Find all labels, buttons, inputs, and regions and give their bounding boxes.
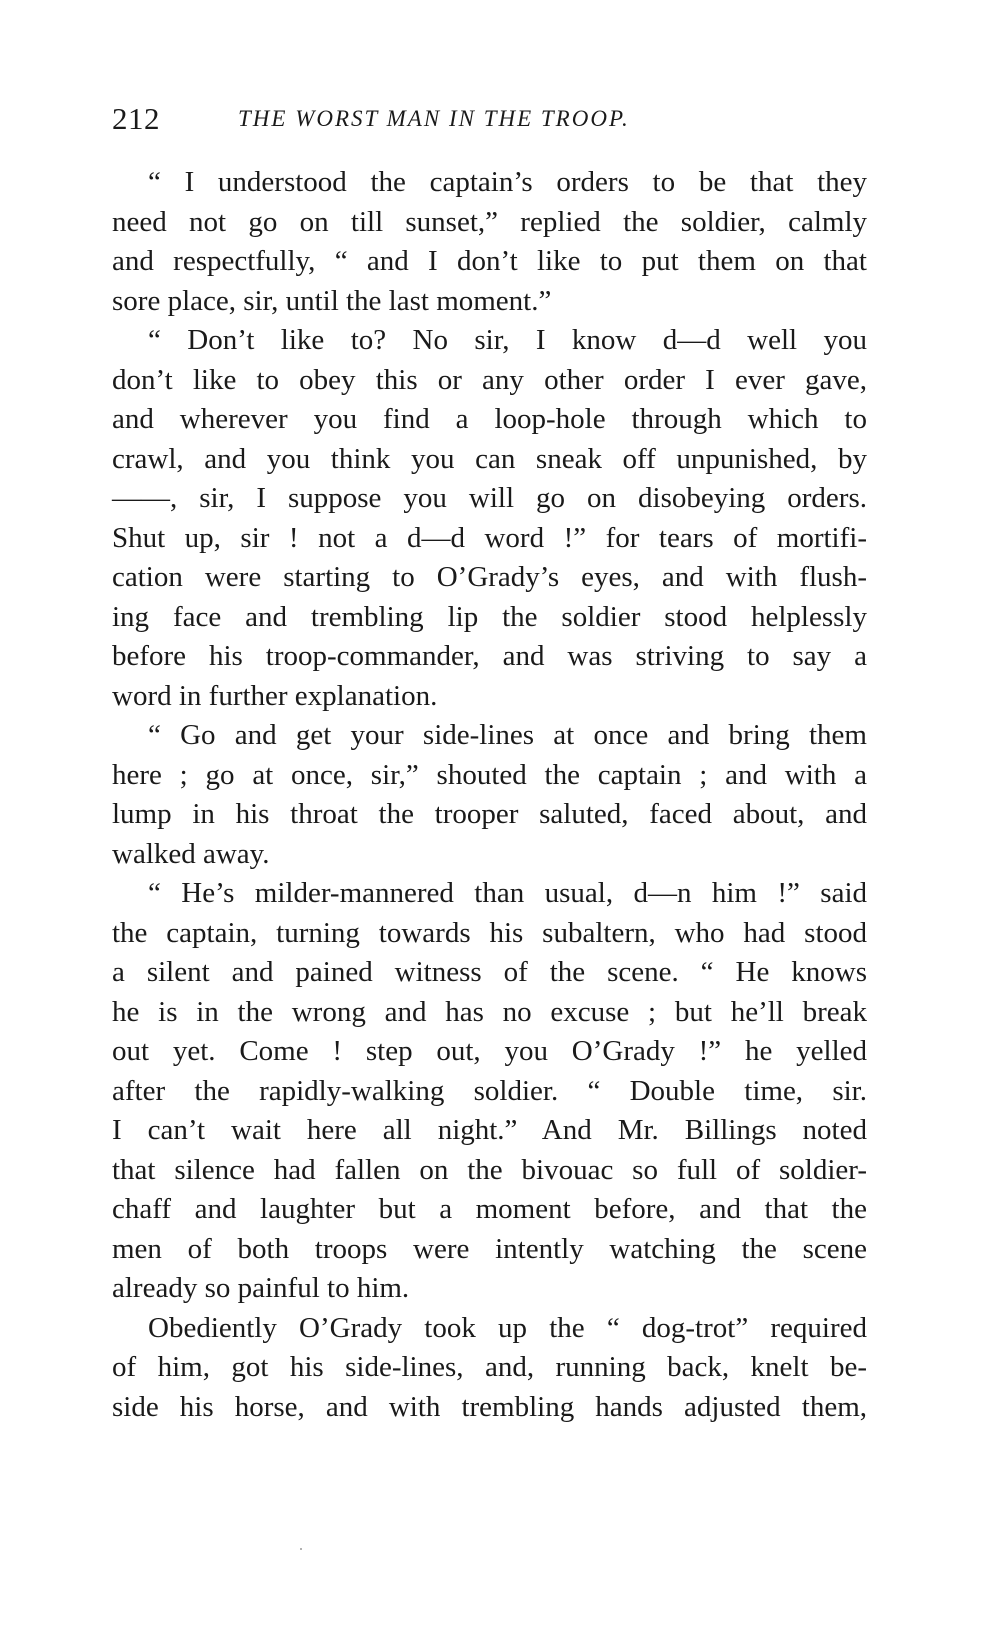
text-line: cation were starting to O’Grady’s eyes, and with flush- xyxy=(112,561,867,593)
running-title: THE WORST MAN IN THE TROOP. xyxy=(238,106,630,131)
text-line: he is in the wrong and has no excuse ; but he’ll break xyxy=(112,995,867,1028)
text-line: Shut up, sir ! not a d—d word !” for tears of mortifi- xyxy=(112,521,867,554)
paper-speck xyxy=(300,1548,302,1550)
text-line: chaff and laughter but a moment before, and that the xyxy=(112,1193,867,1225)
text-line: ing face and trembling lip the soldier stood helplessly xyxy=(112,600,867,633)
text-line: walked away. xyxy=(112,837,270,870)
body-text xyxy=(112,163,867,1427)
text-line: need not go on till sunset,” replied the soldier, calmly xyxy=(112,205,867,238)
text-line: sore place, sir, until the last moment.” xyxy=(112,284,552,317)
paragraph xyxy=(112,1309,867,1428)
text-line: and respectfully, “ and I don’t like to put them on that xyxy=(112,245,867,277)
text-line: don’t like to obey this or any other order I ever gave, xyxy=(112,363,867,396)
paragraph xyxy=(112,716,867,874)
text-line: “ Don’t like to? No sir, I know d—d well you xyxy=(148,324,867,356)
text-line: “ I understood the captain’s orders to be that they xyxy=(148,166,867,198)
text-line: here ; go at once, sir,” shouted the captain ; and with a xyxy=(112,758,867,791)
text-line: out yet. Come ! step out, you O’Grady !” he yelled xyxy=(112,1035,867,1067)
paragraph xyxy=(112,321,867,716)
text-line: men of both troops were intently watching the scene xyxy=(112,1232,867,1265)
text-line: word in further explanation. xyxy=(112,679,438,712)
text-line: “ He’s milder-mannered than usual, d—n him !” said xyxy=(148,877,867,909)
paragraph xyxy=(112,163,867,321)
page-header xyxy=(112,101,872,141)
text-line: I can’t wait here all night.” And Mr. Billings noted xyxy=(112,1114,867,1146)
text-line: that silence had fallen on the bivouac so full of soldier- xyxy=(112,1153,867,1186)
text-line: ——, sir, I suppose you will go on disobeying orders. xyxy=(112,482,867,514)
text-line: crawl, and you think you can sneak off unpunished, by xyxy=(112,442,867,475)
text-line: lump in his throat the trooper saluted, faced about, and xyxy=(112,798,867,830)
text-line: “ Go and get your side-lines at once and bring them xyxy=(148,719,867,751)
page-number: 212 xyxy=(112,101,160,136)
text-line: a silent and pained witness of the scene. “ He knows xyxy=(112,956,867,988)
text-line: side his horse, and with trembling hands adjusted them, xyxy=(112,1390,867,1423)
text-line: before his troop-commander, and was striving to say a xyxy=(112,640,867,672)
text-line: and wherever you find a loop-hole through which to xyxy=(112,403,867,435)
text-line: Obediently O’Grady took up the “ dog-trot” required xyxy=(148,1311,867,1344)
text-line: of him, got his side-lines, and, running back, knelt be- xyxy=(112,1351,867,1383)
text-line: the captain, turning towards his subaltern, who had stood xyxy=(112,916,867,949)
paragraph xyxy=(112,874,867,1309)
text-line: after the rapidly-walking soldier. “ Double time, sir. xyxy=(112,1074,867,1107)
text-line: already so painful to him. xyxy=(112,1272,410,1304)
